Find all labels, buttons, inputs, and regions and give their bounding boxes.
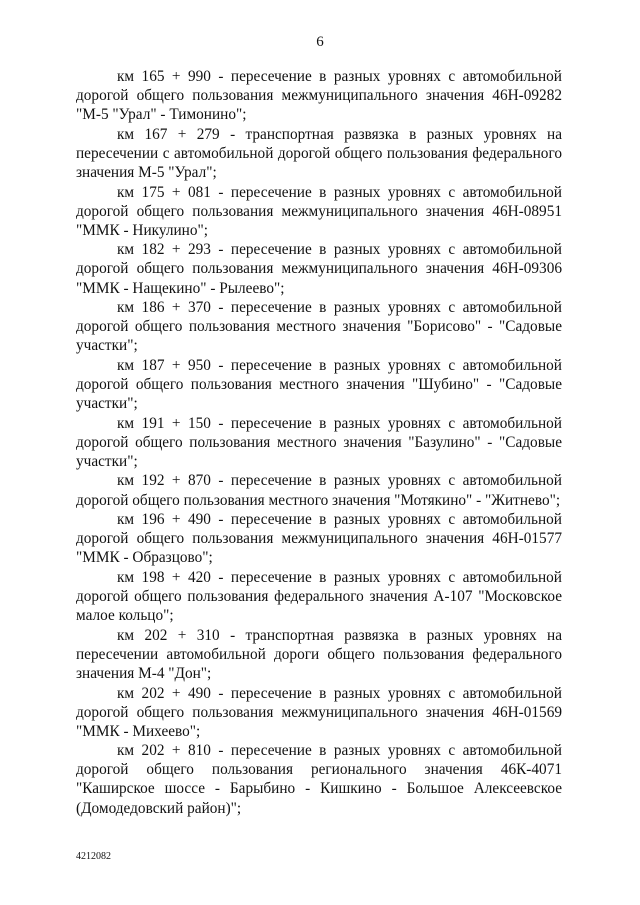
list-item: км 202 + 490 - пересечение в разных уровнях с автомобильной дорогой общего пользования межмуниципального значения 46Н-01569 "ММК - Михеево"; — [76, 684, 562, 740]
list-item: км 202 + 810 - пересечение в разных уровнях с автомобильной дорогой общего пользования регионального значения 46К-4071 "Каширское шоссе - Барыбино - Кишкино - Большое Алексеевское (Домодедовский район)"; — [76, 742, 562, 817]
document-body — [76, 67, 562, 818]
document-code: 4212082 — [76, 851, 111, 862]
list-item: км 198 + 420 - пересечение в разных уровнях с автомобильной дорогой общего пользования федерального значения А-107 "Московское малое кольцо"; — [76, 568, 562, 625]
list-item: км 196 + 490 - пересечение в разных уровнях с автомобильной дорогой общего пользования межмуниципального значения 46Н-01577 "ММК - Образцово"; — [76, 511, 562, 567]
list-item: км 167 + 279 - транспортная развязка в разных уровнях на пересечении с автомобильной дорогой общего пользования федерального значения М-5 "Урал"; — [76, 125, 562, 181]
list-item: км 191 + 150 - пересечение в разных уровнях с автомобильной дорогой общего пользования местного значения "Базулино" - "Садовые участки"; — [76, 414, 562, 470]
page-number: 6 — [316, 34, 324, 50]
list-item: км 175 + 081 - пересечение в разных уровнях с автомобильной дорогой общего пользования межмуниципального значения 46Н-08951 "ММК - Никулино"; — [76, 183, 562, 239]
list-item: км 182 + 293 - пересечение в разных уровнях с автомобильной дорогой общего пользования межмуниципального значения 46Н-09306 "ММК - Нащекино" - Рылеево"; — [76, 241, 562, 297]
list-item: км 186 + 370 - пересечение в разных уровнях с автомобильной дорогой общего пользования местного значения "Борисово" - "Садовые участки"; — [76, 299, 562, 355]
list-item: км 202 + 310 - транспортная развязка в разных уровнях на пересечении автомобильной дороги общего пользования федерального значения М-4 "Дон"; — [76, 626, 562, 682]
list-item: км 165 + 990 - пересечение в разных уровнях с автомобильной дорогой общего пользования межмуниципального значения 46Н-09282 "М-5 "Урал" - Тимонино"; — [76, 68, 562, 124]
list-item: км 192 + 870 - пересечение в разных уровнях с автомобильной дорогой общего пользования местного значения "Мотякино" - "Житнево"; — [76, 472, 562, 509]
list-item: км 187 + 950 - пересечение в разных уровнях с автомобильной дорогой общего пользования местного значения "Шубино" - "Садовые участки"; — [76, 356, 562, 413]
